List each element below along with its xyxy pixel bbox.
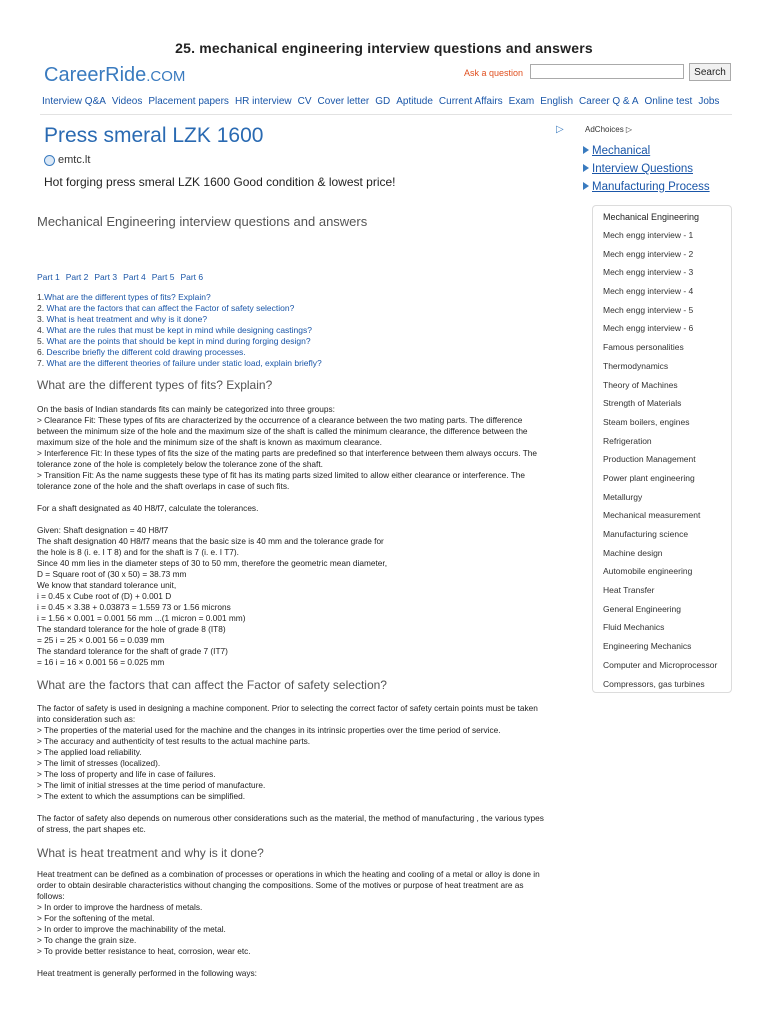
ad-info-icon[interactable]: ▷	[556, 124, 564, 135]
part-link[interactable]: Part 5	[151, 272, 175, 282]
sidebar-item[interactable]: Theory of Machines	[603, 379, 678, 390]
question-number: 6.	[37, 347, 47, 357]
sidebar-item[interactable]: Famous personalities	[603, 342, 684, 353]
question-link[interactable]: What are the rules that must be kept in mind while designing castings?	[46, 325, 312, 335]
nav-item[interactable]: Exam	[508, 96, 535, 107]
question-list-item	[37, 358, 322, 369]
sidebar-item[interactable]: Fluid Mechanics	[603, 622, 665, 633]
sidebar-item[interactable]: Computer and Microprocessor	[603, 659, 718, 670]
nav-item[interactable]: Cover letter	[317, 96, 370, 107]
topic-sidebar	[592, 205, 732, 693]
triangle-right-icon	[583, 146, 589, 154]
question-number: 2.	[37, 303, 47, 313]
nav-item[interactable]: Interview Q&A	[42, 96, 106, 107]
nav-divider	[40, 114, 732, 115]
nav-item[interactable]: Online test	[644, 96, 693, 107]
ad-links	[583, 142, 710, 196]
sidebar-item[interactable]: Mech engg interview - 5	[603, 304, 694, 315]
question-link[interactable]: What are the factors that can affect the Factor of safety selection?	[46, 303, 295, 313]
sidebar-item[interactable]: Mech engg interview - 4	[603, 286, 694, 297]
logo-suffix: .COM	[146, 68, 186, 85]
question-number: 1.	[37, 292, 45, 302]
sidebar-item[interactable]: Power plant engineering	[603, 472, 695, 483]
question-list-item	[37, 292, 322, 303]
sidebar-item[interactable]: Mechanical measurement	[603, 510, 701, 521]
logo-text: CareerRide	[44, 64, 147, 86]
nav-item[interactable]: Videos	[111, 96, 143, 107]
part-link[interactable]: Part 6	[180, 272, 204, 282]
ad-link-label: Manufacturing Process	[592, 181, 710, 193]
sidebar-item[interactable]: Automobile engineering	[603, 566, 693, 577]
question-link[interactable]: What are the different theories of failure under static load, explain briefly?	[46, 358, 322, 368]
question-link[interactable]: What are the points that should be kept in mind during forging design?	[46, 336, 311, 346]
section-title: Mechanical Engineering interview questions and answers	[37, 214, 368, 229]
question-number: 7.	[37, 358, 47, 368]
question-list	[37, 292, 322, 369]
sidebar-item[interactable]: Strength of Materials	[603, 398, 682, 409]
part-link[interactable]: Part 2	[65, 272, 89, 282]
careerride-logo[interactable]	[44, 64, 185, 87]
question-list-item	[37, 314, 322, 325]
nav-item[interactable]: HR interview	[234, 96, 292, 107]
sidebar-item[interactable]: Compressors, gas turbines	[603, 678, 705, 689]
sidebar-item[interactable]: Metallurgy	[603, 491, 643, 502]
ad-description: Hot forging press smeral LZK 1600 Good condition & lowest price!	[44, 175, 396, 189]
ad-link[interactable]	[583, 142, 710, 160]
nav-item[interactable]: CV	[297, 96, 312, 107]
sidebar-item[interactable]: Heat Transfer	[603, 585, 655, 596]
ask-question-link[interactable]: Ask a question	[464, 68, 524, 78]
sidebar-item[interactable]: Mech engg interview - 1	[603, 230, 694, 240]
nav-item[interactable]: Current Affairs	[438, 96, 503, 107]
ad-url[interactable]	[44, 154, 90, 166]
ad-link[interactable]	[583, 160, 710, 178]
ad-link[interactable]	[583, 178, 710, 196]
adchoices-label: AdChoices	[585, 125, 624, 134]
ad-link-label: Mechanical	[592, 145, 651, 157]
question-number: 5.	[37, 336, 47, 346]
sidebar-item[interactable]: Steam boilers, engines	[603, 416, 690, 427]
nav-item[interactable]: Aptitude	[396, 96, 433, 107]
triangle-right-icon	[583, 164, 589, 172]
sidebar-item[interactable]: Refrigeration	[603, 435, 652, 446]
answer-body: On the basis of Indian standards fits can mainly be categorized into three groups: > Clearance Fit: These types of fits are characterized by the occurrence of a clearance between the two mating parts. The difference between the minimum size of the hole and the maximum size of the shaft is called the minimum clearance, the difference between the maximum size of the hole and the minimum size of the shaft is known as maximum clearance. > Interference Fit: In these types of fits the size of the mating parts are predefined so that interference between them always occurs. The tolerance zone of the hole is completely below the tolerance zone of the shaft. > Transition Fit: As the name suggests these type of fit has its mating parts sized limited to allow either clearance or interference. The tolerance zone of the hole and the shaft overlaps in case of such fits. For a shaft designated as 40 H8/f7, calculate the tolerances. Given: Shaft designation = 40 H8/f7 The shaft designation 40 H8/f7 means that the basic size is 40 mm and the tolerance grade for the hole is 8 (i. e. I T 8) and for the shaft is 7 (i. e. I T7). Since 40 mm lies in the diameter steps of 30 to 50 mm, therefore the geometric mean diameter, D = Square root of (30 x 50) = 38.73 mm We know that standard tolerance unit, i = 0.45 x Cube root of (D) + 0.001 D i = 0.45 × 3.38 + 0.03873 = 1.559 73 or 1.56 microns i = 1.56 × 0.001 = 0.001 56 mm ...(1 micron = 0.001 mm) The standard tolerance for the hole of grade 8 (IT8) = 25 i = 25 × 0.001 56 = 0.039 mm The standard tolerance for the shaft of grade 7 (IT7) = 16 i = 16 × 0.001 56 = 0.025 mm	[37, 404, 538, 667]
question-list-item	[37, 336, 322, 347]
sidebar-item[interactable]: Mech engg interview - 3	[603, 267, 694, 278]
main-nav	[42, 96, 719, 107]
globe-icon	[44, 155, 55, 166]
question-list-item	[37, 325, 322, 336]
sidebar-item[interactable]: Engineering Mechanics	[603, 641, 692, 652]
nav-item[interactable]: GD	[375, 96, 391, 107]
sidebar-item[interactable]: General Engineering	[603, 603, 681, 614]
question-list-item	[37, 347, 322, 358]
sidebar-item[interactable]: Mech engg interview - 2	[603, 248, 694, 259]
sidebar-item[interactable]: Thermodynamics	[603, 360, 669, 371]
question-link[interactable]: What is heat treatment and why is it done?	[46, 314, 208, 324]
nav-item[interactable]: English	[540, 96, 574, 107]
part-link[interactable]: Part 4	[123, 272, 146, 282]
search-button[interactable]: Search	[689, 63, 731, 81]
question-heading: What are the different types of fits? Explain?	[37, 378, 273, 392]
sidebar-item[interactable]: Manufacturing science	[603, 529, 689, 539]
part-link[interactable]: Part 1	[37, 272, 60, 282]
nav-item[interactable]: Career Q & A	[579, 96, 639, 107]
question-number: 3.	[37, 314, 47, 324]
nav-item[interactable]: Jobs	[698, 96, 720, 107]
document-title: 25. mechanical engineering interview questions and answers	[175, 40, 593, 56]
question-number: 4.	[37, 325, 47, 335]
adchoices-link[interactable]	[585, 125, 632, 134]
nav-item[interactable]: Placement papers	[148, 96, 229, 107]
sidebar-item[interactable]: Production Management	[603, 454, 696, 465]
answer-body: The factor of safety is used in designing a machine component. Prior to selecting the correct factor of safety certain points must be taken into consideration such as: > The properties of the material used for the machine and the changes in its intrinsic properties over the time period of service. > The accuracy and authenticity of test results to the actual machine parts. > The applied load reliability. > The limit of stresses (localized). > The loss of property and life in case of failures. > The limit of initial stresses at the time period of manufacture. > The extent to which the assumptions can be simplified. The factor of safety also depends on numerous other considerations such as the material, the method of manufacturing , the various types of stress, the part shapes etc.	[37, 703, 544, 834]
sidebar-item[interactable]: Machine design	[603, 547, 663, 558]
part-links	[37, 272, 203, 282]
question-link[interactable]: Describe briefly the different cold drawing processes.	[46, 347, 246, 357]
ad-link-label: Interview Questions	[592, 163, 693, 175]
adchoices-icon: ▷	[625, 125, 633, 134]
question-list-item	[37, 303, 322, 314]
question-heading: What is heat treatment and why is it done?	[37, 846, 264, 860]
question-heading: What are the factors that can affect the Factor of safety selection?	[37, 678, 387, 692]
sidebar-item[interactable]: Mech engg interview - 6	[603, 323, 694, 334]
ad-url-text: emtc.lt	[58, 154, 91, 166]
search-input[interactable]	[530, 64, 684, 79]
question-link[interactable]: What are the different types of fits? Explain?	[44, 292, 211, 302]
triangle-right-icon	[583, 182, 589, 190]
sidebar-heading: Mechanical Engineering	[603, 212, 700, 222]
ad-title-link[interactable]: Press smeral LZK 1600	[44, 124, 264, 147]
answer-body: Heat treatment can be defined as a combination of processes or operations in which the heating and cooling of a metal or alloy is done in order to obtain desirable characteristics without changing the compositions. Some of the motives or purpose of heat treatment are as follows: > In order to improve the hardness of metals. > For the softening of the metal. > In order to improve the machinability of the metal. > To change the grain size. > To provide better resistance to heat, corrosion, wear etc. Heat treatment is generally performed in the following ways:	[37, 869, 540, 978]
part-link[interactable]: Part 3	[94, 272, 118, 282]
